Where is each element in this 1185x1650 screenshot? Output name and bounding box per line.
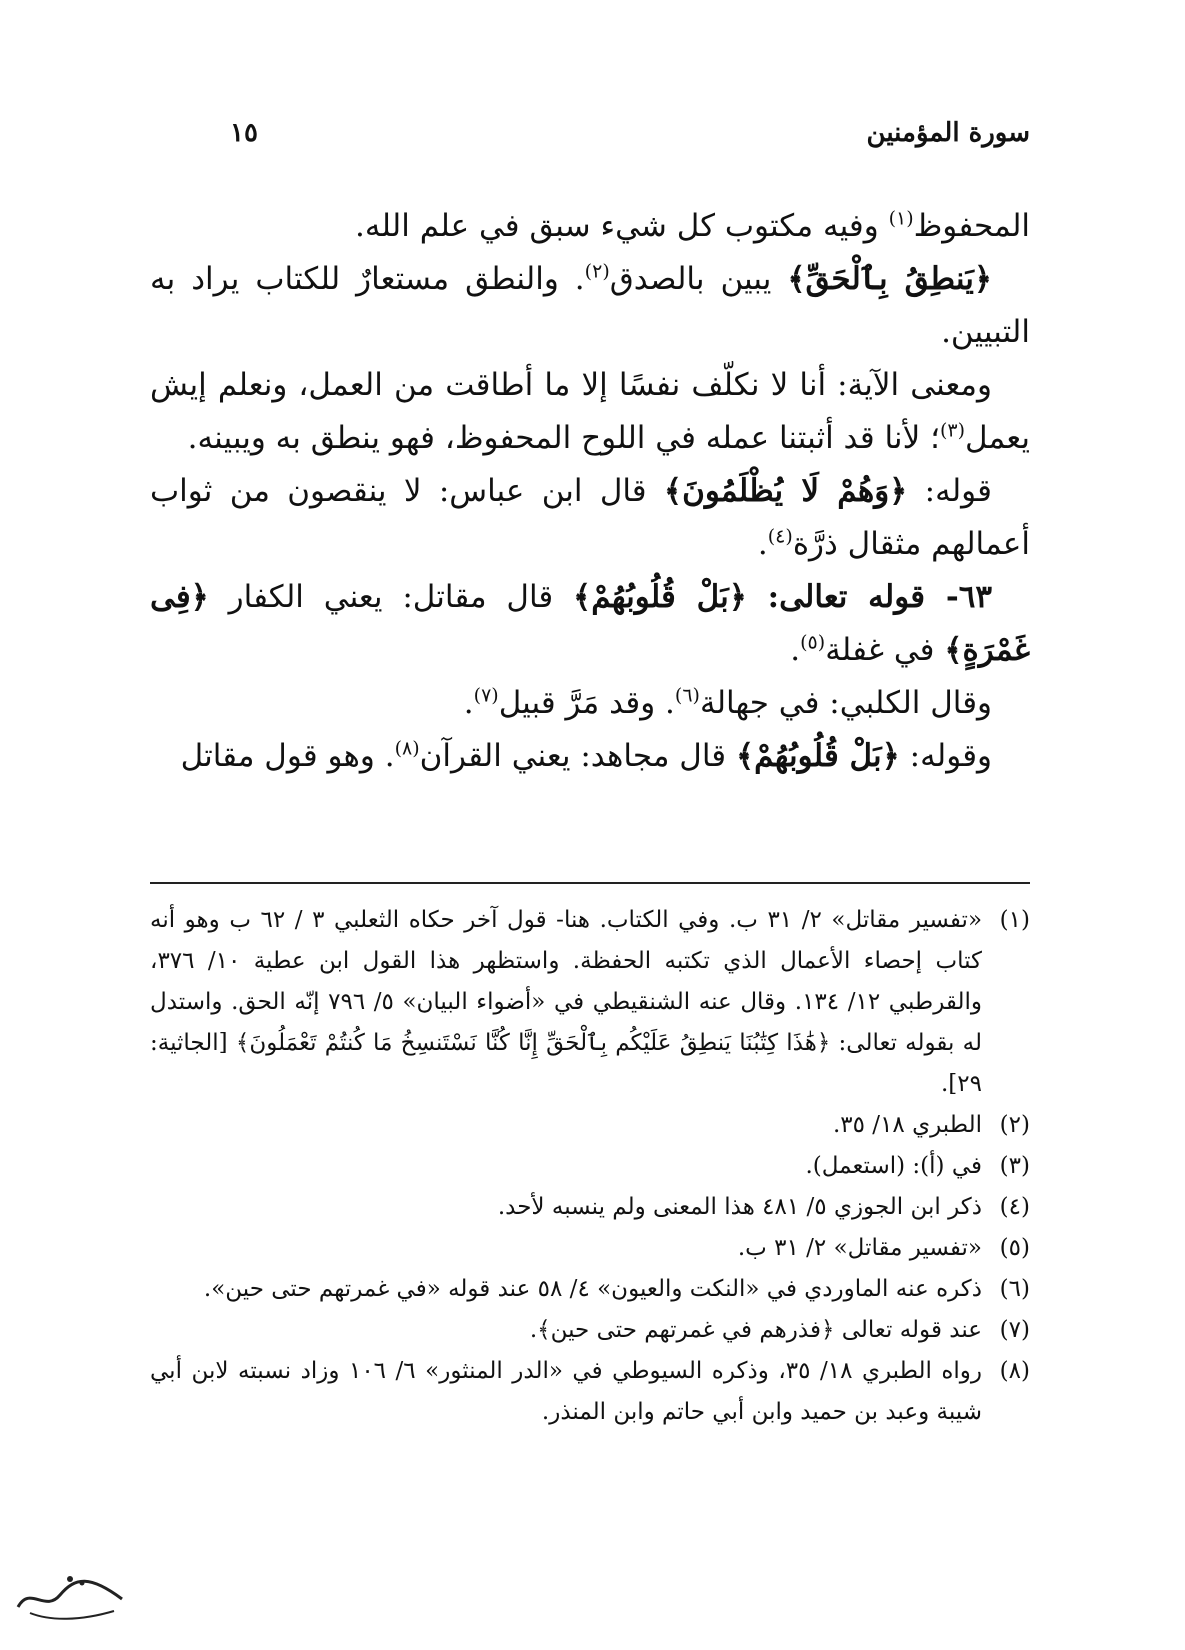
footnote-divider <box>150 882 1030 884</box>
text-run: . <box>463 685 474 721</box>
footnote-ref[interactable]: (٧) <box>473 684 499 707</box>
text-run: قوله: <box>907 473 992 509</box>
text-run: وفيه مكتوب كل شيء سبق في علم الله. <box>355 208 889 244</box>
footnote-text: عند قوله تعالى ﴿فذرهم في غمرتهم حتى حين﴾. <box>529 1317 982 1343</box>
quran-quote: ﴿بَلْ قُلُوبُهُمْ﴾ <box>735 738 900 774</box>
footnote-ref[interactable]: (٣) <box>939 419 966 442</box>
footnote-number: (٥) <box>999 1235 1030 1261</box>
text-run: قال مقاتل: يعني الكفار <box>208 579 574 615</box>
paragraph-2 <box>150 253 1030 359</box>
text-run: المحفوظ <box>913 208 1030 244</box>
text-run: وقوله: <box>899 738 992 774</box>
paragraph-7 <box>150 730 1030 783</box>
footnote-ref[interactable]: (٤) <box>767 525 793 548</box>
footnote-number: (٨) <box>999 1358 1030 1384</box>
footnote-item <box>150 1146 1030 1187</box>
main-text <box>150 200 1030 783</box>
text-run: . وقد مَرَّ قبيل <box>498 685 675 721</box>
footnotes <box>150 900 1030 1433</box>
quran-quote: ﴿وَهُمْ لَا يُظْلَمُونَ﴾ <box>663 473 908 509</box>
footnote-item <box>150 1187 1030 1228</box>
footnote-item <box>150 900 1030 1105</box>
footnote-text: ذكره عنه الماوردي في «النكت والعيون» ٤/ ٥٨ عند قوله «في غمرتهم حتى حين». <box>203 1276 982 1302</box>
text-run: . وهو قول مقاتل <box>180 738 395 774</box>
paragraph-1 <box>150 200 1030 253</box>
footnote-item <box>150 1228 1030 1269</box>
surah-title: سورة المؤمنين <box>866 118 1030 148</box>
footnote-number: (٦) <box>999 1276 1030 1302</box>
page-header <box>230 118 1030 158</box>
text-run: ؛ لأنا قد أثبتنا عمله في اللوح المحفوظ، فهو ينطق به ويبينه. <box>187 420 940 456</box>
paragraph-4 <box>150 465 1030 571</box>
text-run: يبين بالصدق <box>609 261 788 297</box>
footnote-text: الطبري ١٨/ ٣٥. <box>832 1112 982 1138</box>
text-run: . <box>790 632 801 668</box>
text-run: قال ابن عباس: لا ينقصون من ثواب أعمالهم مثقال ذرَّة <box>150 473 1030 562</box>
footnote-ref[interactable]: (٨) <box>394 737 420 760</box>
footnote-item <box>150 1269 1030 1310</box>
text-run: . والنطق مستعارٌ للكتاب يراد به التبيين. <box>150 261 1030 350</box>
footnote-number: (٧) <box>999 1317 1030 1343</box>
page-number: ١٥ <box>230 118 258 148</box>
footnote-text: «تفسير مقاتل» ٢/ ٣١ ب. <box>737 1235 982 1261</box>
footnote-number: (١) <box>999 907 1030 933</box>
paragraph-5 <box>150 571 1030 677</box>
footnote-ref[interactable]: (٦) <box>674 684 700 707</box>
footnote-text: «تفسير مقاتل» ٢/ ٣١ ب. وفي الكتاب. هنا- قول آخر حكاه الثعلبي ٣ / ٦٢ ب وهو أنه كتاب إحصاء الأعمال الذي تكتبه الحفظة. واستظهر هذا القول ابن عطية ١٠/ ٣٧٦، والقرطبي ١٢/ ١٣٤. وقال عنه الشنقيطي في «أضواء البيان» ٥/ ٧٩٦ إنّه الحق. واستدل له بقوله تعالى: ﴿هَٰذَا كِتَٰبُنَا يَنطِقُ عَلَيْكُم بِٱلْحَقِّ إِنَّا كُنَّا نَسْتَنسِخُ مَا كُنتُمْ تَعْمَلُونَ﴾ [الجاثية: ٢٩]. <box>150 907 983 1097</box>
footnote-item <box>150 1351 1030 1433</box>
footnote-text: رواه الطبري ١٨/ ٣٥، وذكره السيوطي في «الدر المنثور» ٦/ ١٠٦ وزاد نسبته لابن أبي شيبة وعبد بن حميد وابن أبي حاتم وابن المنذر. <box>150 1358 983 1425</box>
footnote-item <box>150 1310 1030 1351</box>
paragraph-3 <box>150 359 1030 465</box>
quran-quote: ﴿يَنطِقُ بِٱلْحَقِّ﴾ <box>787 261 992 297</box>
text-run: ومعنى الآية: أنا لا نكلّف نفسًا إلا ما أطاقت من العمل، ونعلم إيش يعمل <box>150 367 1030 456</box>
text-run: قال مجاهد: يعني القرآن <box>419 738 736 774</box>
publisher-logo-icon <box>10 1565 130 1625</box>
paragraph-6 <box>150 677 1030 730</box>
footnote-text: في (أ): (استعمل). <box>805 1153 982 1179</box>
text-run: . <box>757 526 768 562</box>
footnote-number: (٣) <box>999 1153 1030 1179</box>
footnote-ref[interactable]: (١) <box>888 207 914 230</box>
footnote-number: (٢) <box>999 1112 1030 1138</box>
footnote-ref[interactable]: (٥) <box>800 631 826 654</box>
text-run: في غفلة <box>825 632 945 668</box>
quran-quote: ﴿فِى غَمْرَةٍ﴾ <box>150 579 1030 668</box>
text-run: وقال الكلبي: في جهالة <box>699 685 992 721</box>
footnote-ref[interactable]: (٢) <box>584 260 610 283</box>
footnote-number: (٤) <box>999 1194 1030 1220</box>
verse-heading: ٦٣- قوله تعالى: <box>746 579 992 615</box>
quran-quote: ﴿بَلْ قُلُوبُهُمْ﴾ <box>573 579 747 615</box>
footnote-text: ذكر ابن الجوزي ٥/ ٤٨١ هذا المعنى ولم ينسبه لأحد. <box>497 1194 982 1220</box>
footnote-item <box>150 1105 1030 1146</box>
